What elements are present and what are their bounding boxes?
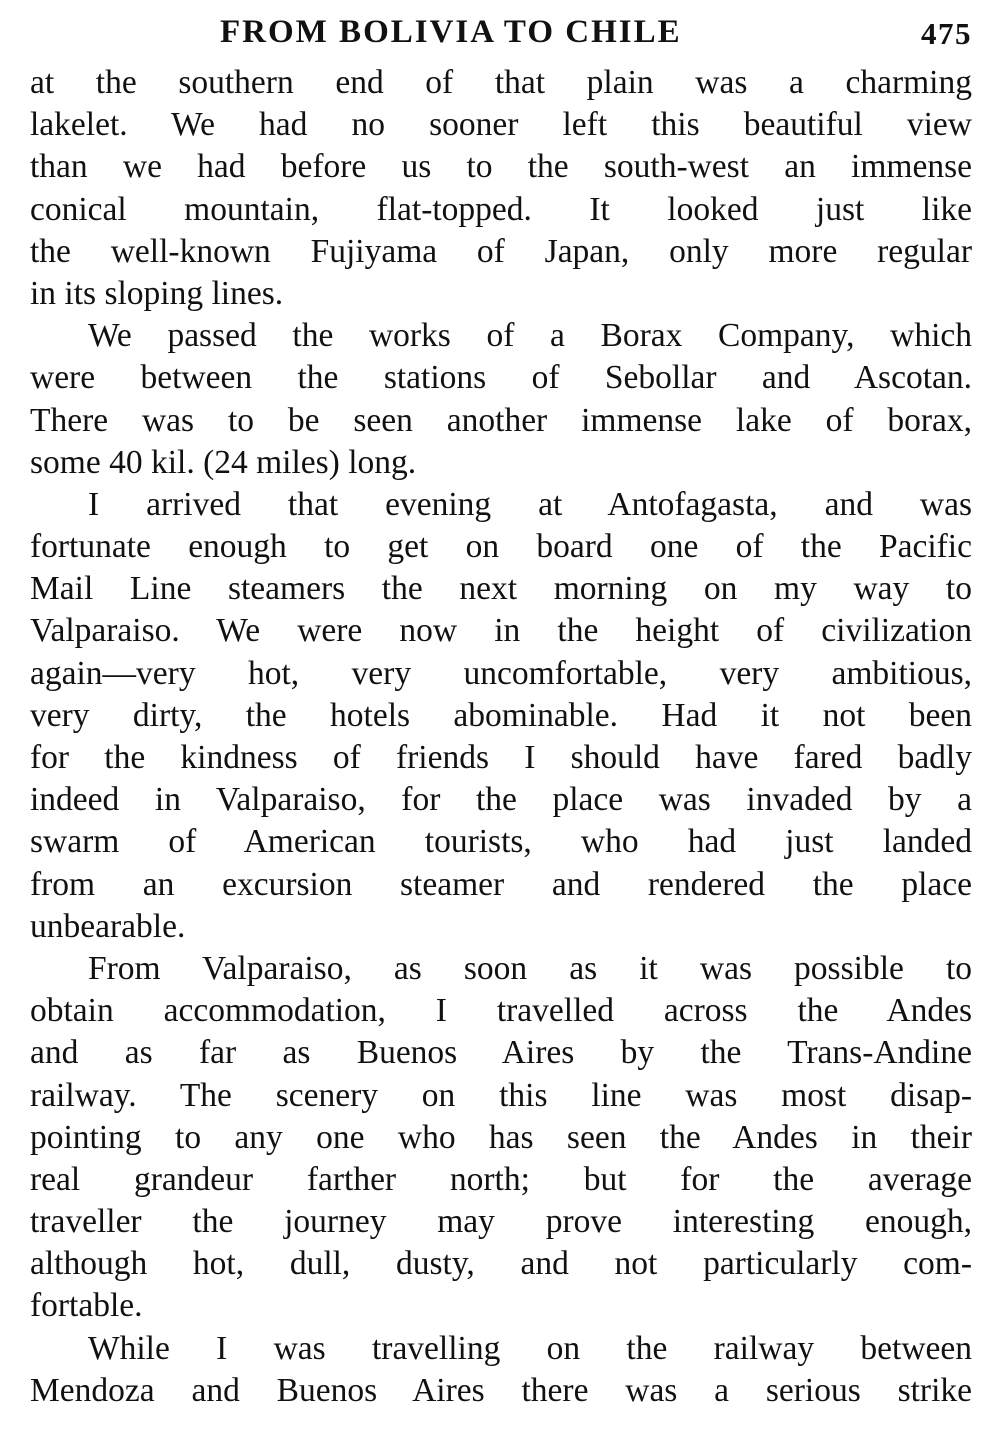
text-line: lakelet. We had no sooner left this beautiful view [30,106,972,144]
text-line: fortable. [30,1287,143,1325]
text-line: again—very hot, very uncomfortable, very ambitious, [30,654,972,692]
text-line: were between the stations of Sebollar and Ascotan. [30,359,972,397]
page-number: 475 [921,16,972,51]
paragraph-4 [30,948,972,1328]
text-line: swarm of American tourists, who had just landed [30,823,972,861]
text-line: at the southern end of that plain was a charming [30,64,972,101]
text-line: Valparaiso. We were now in the height of civilization [30,612,972,650]
paragraph-3 [30,484,972,948]
text-line: the well-known Fujiyama of Japan, only more regular [30,232,972,270]
paragraph-2 [30,315,972,484]
body-text [30,62,972,1412]
chapter-title: FROM BOLIVIA TO CHILE [220,14,682,50]
text-line: in its sloping lines. [30,274,284,312]
text-line: From Valparaiso, as soon as it was possible to [88,949,972,987]
text-line: for the kindness of friends I should have fared badly [30,739,972,776]
text-line: Mendoza and Buenos Aires there was a serious strike [30,1371,972,1409]
text-line: railway. The scenery on this line was most disap- [30,1076,972,1114]
text-line: very dirty, the hotels abominable. Had it not been [30,696,972,734]
text-line: conical mountain, flat-topped. It looked just like [30,190,972,228]
text-line: and as far as Buenos Aires by the Trans-Andine [30,1034,972,1072]
text-line: than we had before us to the south-west an immense [30,148,972,186]
text-line: indeed in Valparaiso, for the place was invaded by a [30,781,972,819]
text-line: although hot, dull, dusty, and not particularly com- [30,1245,972,1283]
text-line: pointing to any one who has seen the Andes in their [30,1118,972,1156]
book-page [30,10,972,1412]
text-line: There was to be seen another immense lake of borax, [30,401,972,439]
text-line: We passed the works of a Borax Company, which [88,317,972,355]
running-head [30,10,972,62]
text-line: traveller the journey may prove interesting enough, [30,1203,972,1241]
paragraph-1 [30,62,972,315]
text-line: obtain accommodation, I travelled across the Andes [30,992,972,1030]
text-line: from an excursion steamer and rendered the place [30,865,972,903]
text-line: While I was travelling on the railway between [88,1329,972,1367]
text-line: I arrived that evening at Antofagasta, and was [88,485,972,523]
text-line: fortunate enough to get on board one of the Pacific [30,528,972,566]
paragraph-5 [30,1328,972,1412]
text-line: Mail Line steamers the next morning on my way to [30,570,972,608]
text-line: real grandeur farther north; but for the average [30,1160,972,1198]
text-line: some 40 kil. (24 miles) long. [30,443,417,481]
text-line: unbearable. [30,907,186,945]
